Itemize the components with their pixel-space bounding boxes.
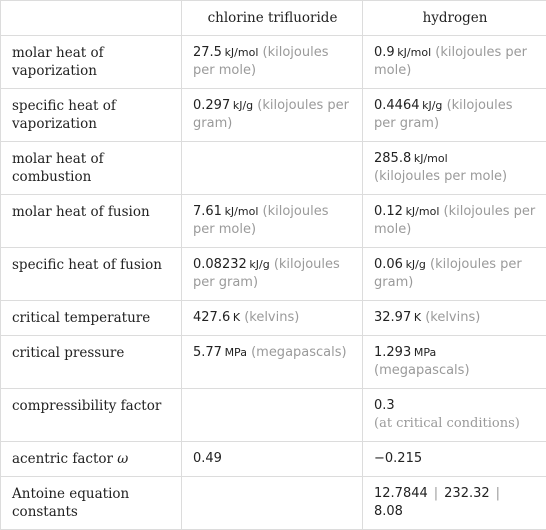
unit: K xyxy=(414,311,421,324)
value-cell xyxy=(182,442,363,477)
value: −0.215 xyxy=(374,451,422,466)
row-label: molar heat of vaporization xyxy=(1,36,182,89)
value: 0.49 xyxy=(193,451,222,466)
value: 0.9 xyxy=(374,45,395,60)
unit-description: (kilojoules per mole) xyxy=(193,204,329,237)
value: 0.4464 xyxy=(374,98,420,113)
unit-description: (kilojoules per gram) xyxy=(193,98,349,131)
table-row xyxy=(1,142,546,195)
value: 0.06 xyxy=(374,257,403,272)
unit: kJ/mol xyxy=(225,205,259,218)
value-cell xyxy=(363,36,546,89)
header-chlorine-trifluoride: chlorine trifluoride xyxy=(182,1,363,36)
unit: kJ/mol xyxy=(406,205,440,218)
unit-description: (kilojoules per mole) xyxy=(374,204,535,237)
unit: K xyxy=(233,311,240,324)
table-row xyxy=(1,336,546,389)
value: 0.08232 xyxy=(193,257,247,272)
unit-description: (kilojoules per mole) xyxy=(374,45,527,78)
value: 27.5 xyxy=(193,45,222,60)
unit-description: (kilojoules per mole) xyxy=(374,169,507,184)
row-label: specific heat of vaporization xyxy=(1,89,182,142)
table-row xyxy=(1,389,546,442)
value: 5.77 xyxy=(193,345,222,360)
unit-description: (kilojoules per gram) xyxy=(374,98,513,131)
unit: kJ/mol xyxy=(414,152,448,165)
constant-a: 12.7844 xyxy=(374,486,428,501)
unit: kJ/mol xyxy=(397,46,431,59)
value-cell xyxy=(182,89,363,142)
table-row xyxy=(1,36,546,89)
row-label: compressibility factor xyxy=(1,389,182,442)
value-cell xyxy=(182,301,363,336)
separator: | xyxy=(490,486,506,501)
unit-description: (kilojoules per gram) xyxy=(374,257,522,290)
unit-description: (kelvins) xyxy=(425,310,480,325)
label-text: acentric factor xyxy=(12,451,113,467)
unit-description: (kilojoules per mole) xyxy=(193,45,329,78)
row-label: critical temperature xyxy=(1,301,182,336)
unit: MPa xyxy=(225,346,247,359)
row-label: critical pressure xyxy=(1,336,182,389)
unit: kJ/g xyxy=(233,99,253,112)
unit-description: (megapascals) xyxy=(374,363,470,378)
header-hydrogen: hydrogen xyxy=(363,1,546,36)
value-cell xyxy=(363,336,546,389)
unit-description: (megapascals) xyxy=(251,345,347,360)
value: 1.293 xyxy=(374,345,411,360)
value-cell-empty xyxy=(182,142,363,195)
unit: kJ/g xyxy=(406,258,426,271)
row-label: molar heat of combustion xyxy=(1,142,182,195)
table-row xyxy=(1,195,546,248)
unit-description: (kilojoules per gram) xyxy=(193,257,340,290)
unit-description: (kelvins) xyxy=(244,310,299,325)
constant-c: 8.08 xyxy=(374,504,403,519)
unit: kJ/mol xyxy=(225,46,259,59)
value-cell xyxy=(363,142,546,195)
value-cell xyxy=(182,336,363,389)
table-row xyxy=(1,442,546,477)
value: 7.61 xyxy=(193,204,222,219)
unit: kJ/g xyxy=(249,258,269,271)
value: 285.8 xyxy=(374,151,411,166)
value-cell xyxy=(363,477,546,530)
separator: | xyxy=(428,486,444,501)
value-cell xyxy=(363,195,546,248)
row-label xyxy=(1,442,182,477)
header-row xyxy=(1,1,546,36)
value-cell xyxy=(363,301,546,336)
value: 0.3 xyxy=(374,398,395,413)
table-row xyxy=(1,477,546,530)
value-cell xyxy=(363,442,546,477)
value-cell xyxy=(182,36,363,89)
table-row xyxy=(1,89,546,142)
omega-symbol: ω xyxy=(117,451,128,467)
unit: kJ/g xyxy=(422,99,442,112)
row-label: specific heat of fusion xyxy=(1,248,182,301)
value-cell-empty xyxy=(182,477,363,530)
constant-b: 232.32 xyxy=(444,486,490,501)
header-empty xyxy=(1,1,182,36)
value: 0.12 xyxy=(374,204,403,219)
value-cell-empty xyxy=(182,389,363,442)
value-cell xyxy=(363,89,546,142)
value-cell xyxy=(182,195,363,248)
value: 32.97 xyxy=(374,310,411,325)
value: 427.6 xyxy=(193,310,230,325)
value-note: (at critical conditions) xyxy=(374,416,520,431)
row-label: Antoine equation constants xyxy=(1,477,182,530)
unit: MPa xyxy=(414,346,436,359)
table-row xyxy=(1,301,546,336)
table-row xyxy=(1,248,546,301)
value-cell xyxy=(363,389,546,442)
value-cell xyxy=(363,248,546,301)
value: 0.297 xyxy=(193,98,230,113)
value-cell xyxy=(182,248,363,301)
row-label: molar heat of fusion xyxy=(1,195,182,248)
